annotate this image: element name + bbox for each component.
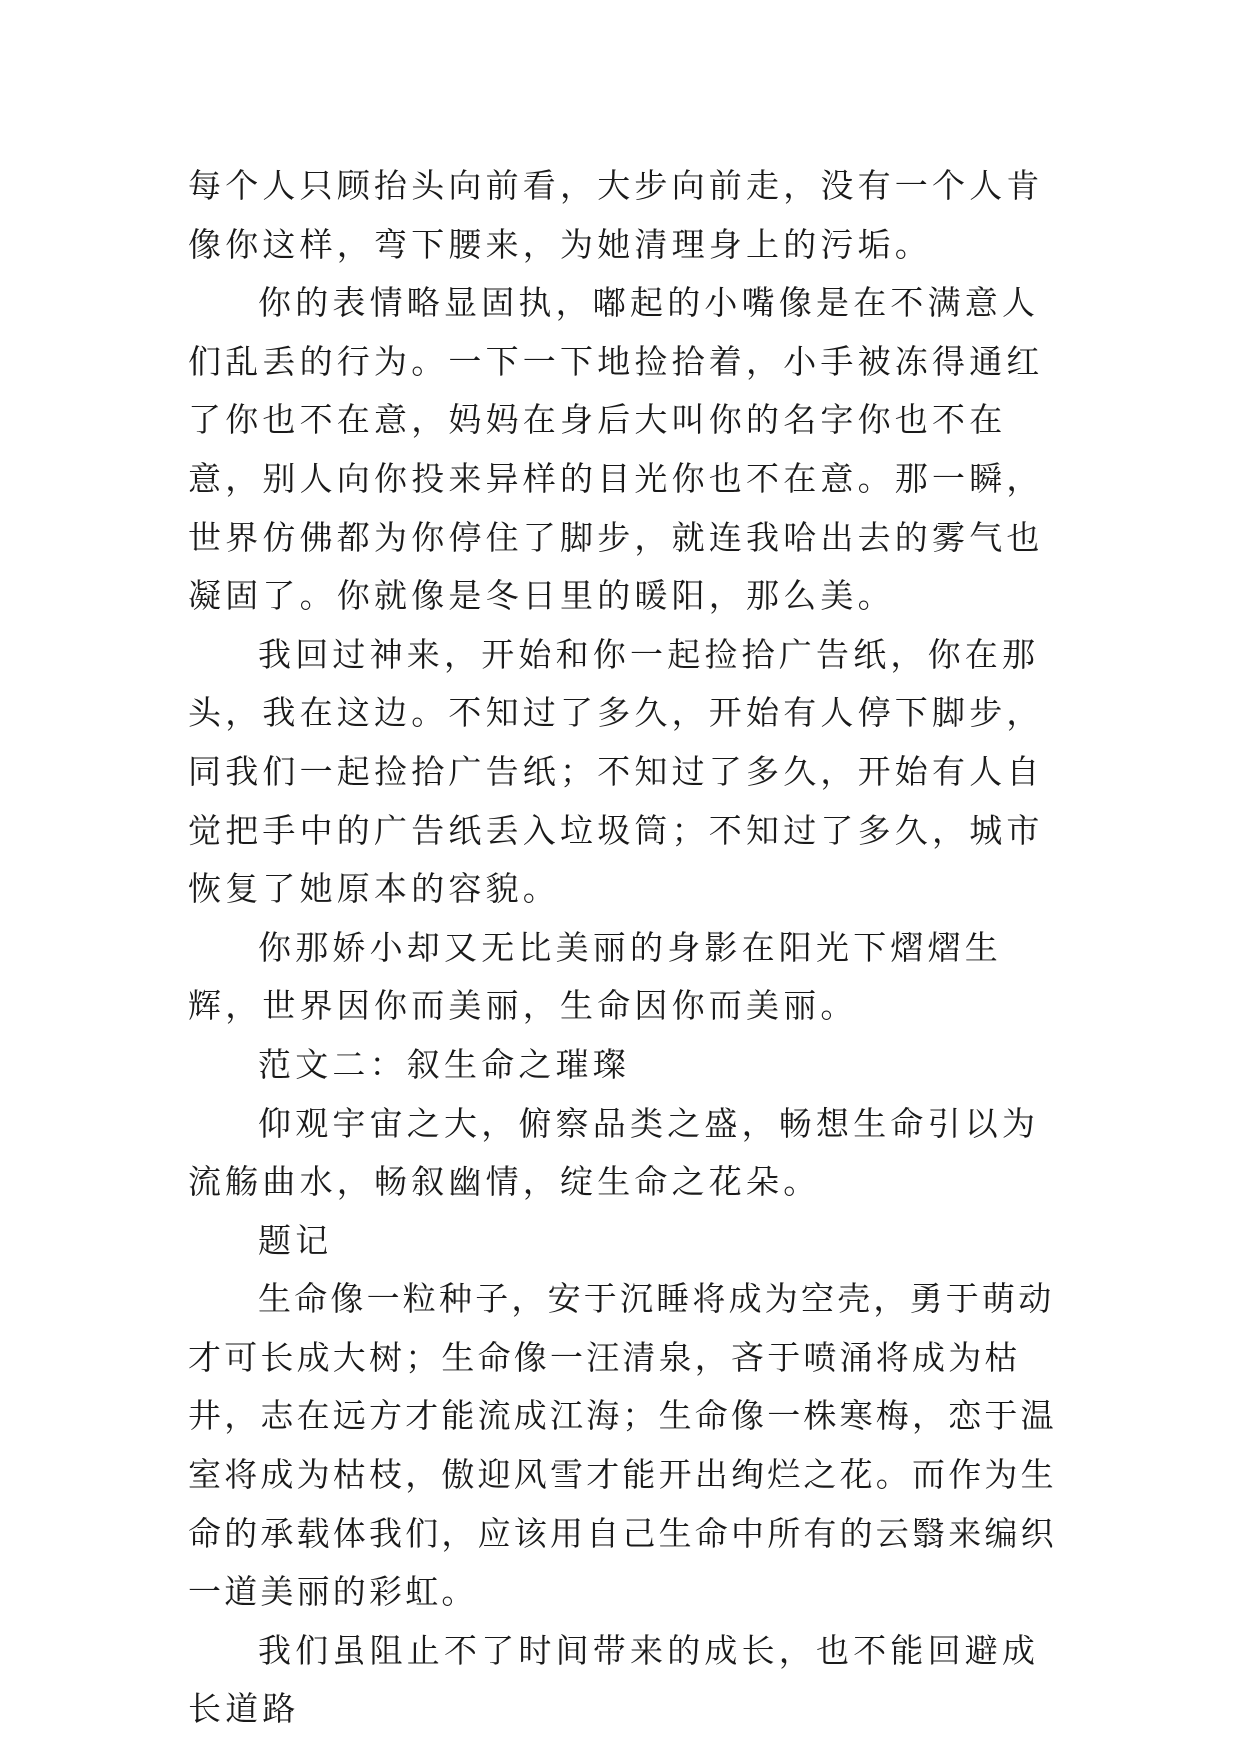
document-body xyxy=(188,157,1068,1739)
paragraph-epigraph: 仰观宇宙之大，俯察品类之盛，畅想生命引以为流觞曲水，畅叙幽情，绽生命之花朵。 xyxy=(188,1103,1040,1202)
paragraph-conclusion: 你那娇小却又无比美丽的身影在阳光下熠熠生辉，世界因你而美丽，生命因你而美丽。 xyxy=(188,927,1002,1026)
paragraph-life-metaphors: 生命像一粒种子，安于沉睡将成为空壳，勇于萌动才可长成大树；生命像一汪清泉，吝于喷涌将成为枯井，志在远方才能流成江海；生命像一株寒梅，恋于温室将成为枯枝，傲迎风雪才能开出绚烂之花。而作为生命的承载体我们，应该用自己生命中所有的云翳来编织一道美丽的彩虹。 xyxy=(188,1279,1057,1612)
paragraph-picking-up: 我回过神来，开始和你一起捡拾广告纸，你在那头，我在这边。不知过了多久，开始有人停下脚步，同我们一起捡拾广告纸；不知过了多久，开始有人自觉把手中的广告纸丢入垃圾筒；不知过了多久，城市恢复了她原本的容貌。 xyxy=(188,634,1044,909)
essay-title: 范文二：叙生命之璀璨 xyxy=(258,1044,630,1084)
paragraph-continuation: 每个人只顾抬头向前看，大步向前走，没有一个人肯像你这样，弯下腰来，为她清理身上的污垢。 xyxy=(188,166,1044,264)
paragraph-expression: 你的表情略显固执，嘟起的小嘴像是在不满意人们乱丢的行为。一下一下地捡拾着，小手被冻得通红了你也不在意，妈妈在身后大叫你的名字你也不在意，别人向你投来异样的目光你也不在意。那一瞬，世界仿佛都为你停住了脚步，就连我哈出去的雾气也凝固了。你就像是冬日里的暖阳，那么美。 xyxy=(188,283,1044,616)
epigraph-label: 题记 xyxy=(258,1220,333,1260)
paragraph-growth: 我们虽阻止不了时间带来的成长，也不能回避成长道路 xyxy=(188,1630,1040,1729)
